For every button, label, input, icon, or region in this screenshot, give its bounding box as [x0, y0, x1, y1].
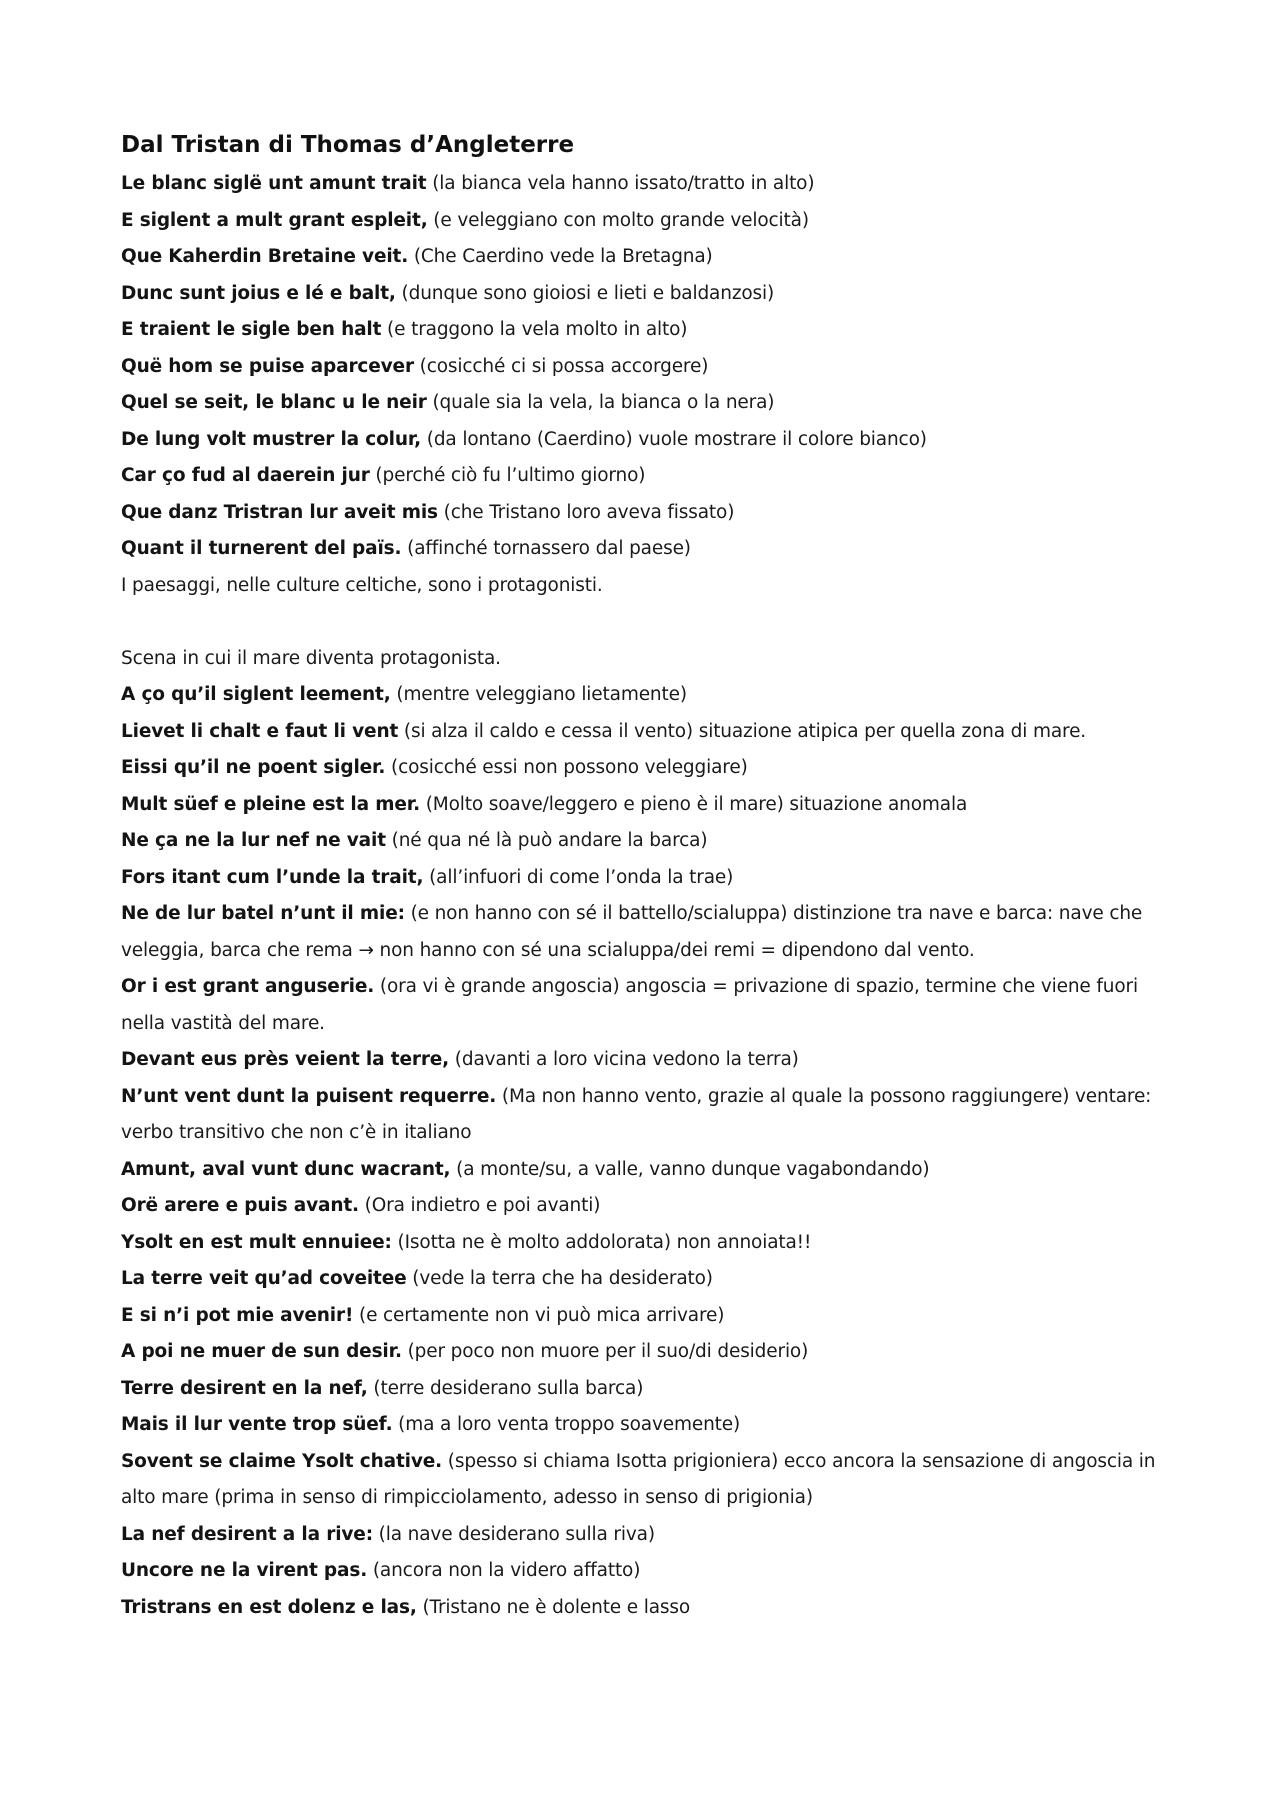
italian-gloss: (e traggono la vela molto in alto) [381, 319, 688, 340]
verse-line [121, 750, 1200, 787]
italian-gloss: (e non hanno con sé il battello/scialuppa) distinzione tra nave e barca: nave che veleggia, barca che rema → non hanno con sé una scialuppa/dei remi = dipendono dal vento. [121, 903, 1143, 961]
blank-line [121, 604, 1200, 641]
italian-gloss: (la nave desiderano sulla riva) [372, 1523, 655, 1545]
verse-line [121, 1371, 1200, 1408]
italian-gloss: I paesaggi, nelle culture celtiche, sono i protagonisti. [121, 574, 603, 596]
italian-gloss: (all’infuori di come l’onda la trae) [423, 866, 734, 888]
italian-gloss: (cosicché ci si possa accorgere) [413, 355, 709, 377]
section-1 [121, 166, 1200, 604]
italian-gloss: (ma a loro venta troppo soavemente) [392, 1414, 741, 1435]
old-french-text: Quel se seit, le blanc u le neir [121, 392, 427, 413]
verse-line [121, 1444, 1171, 1517]
old-french-text: Quant il turnerent del païs. [121, 538, 402, 559]
verse-line [121, 1225, 1200, 1262]
verse-line [121, 714, 1200, 751]
section-2 [121, 677, 1200, 1626]
old-french-text: Tristrans en est dolenz e las, [121, 1596, 417, 1618]
old-french-text: Amunt, aval vunt dunc wacrant, [121, 1158, 451, 1180]
verse-line [121, 568, 1200, 605]
verse-line [121, 1152, 1200, 1189]
italian-gloss: (ancora non la videro affatto) [367, 1560, 641, 1581]
verse-line [121, 422, 1200, 459]
italian-gloss: (e certamente non vi può mica arrivare) [353, 1304, 725, 1326]
old-french-text: A poi ne muer de sun desir. [121, 1341, 402, 1362]
old-french-text: Le blanc siglë unt amunt trait [121, 173, 427, 194]
old-french-text: Car ço fud al daerein jur [121, 465, 370, 486]
old-french-text: Ne de lur batel n’unt il mie: [121, 903, 405, 924]
verse-line [121, 860, 1200, 897]
old-french-text: Lievet li chalt e faut li vent [121, 720, 399, 742]
italian-gloss: (che Tristano loro aveva fissato) [437, 501, 735, 523]
verse-line [121, 495, 1200, 532]
verse-line [121, 896, 1171, 969]
verse-line [121, 239, 1200, 276]
italian-gloss: (si alza il caldo e cessa il vento) situazione atipica per quella zona di mare. [398, 720, 1087, 742]
old-french-text: Uncore ne la virent pas. [121, 1560, 368, 1581]
old-french-text: Ne ça ne la lur nef ne vait [121, 830, 386, 851]
italian-gloss: (davanti a loro vicina vedono la terra) [449, 1049, 799, 1070]
verse-line [121, 969, 1171, 1042]
verse-line [121, 677, 1200, 714]
italian-gloss: (e veleggiano con molto grande velocità) [427, 209, 809, 231]
italian-gloss: (Che Caerdino vede la Bretagna) [408, 246, 713, 267]
old-french-text: Devant eus près veient la terre, [121, 1049, 450, 1070]
old-french-text: N’unt vent dunt la puisent requerre. [121, 1085, 497, 1107]
verse-line [121, 1042, 1200, 1079]
verse-line [121, 349, 1200, 386]
italian-gloss: (Molto soave/leggero e pieno è il mare) situazione anomala [420, 793, 968, 815]
verse-line [121, 1298, 1200, 1335]
italian-gloss: (Isotta ne è molto addolorata) non annoiata!! [391, 1231, 812, 1253]
old-french-text: A ço qu’il siglent leement, [121, 684, 391, 705]
italian-gloss: (spesso si chiama Isotta prigioniera) ecco ancora la sensazione di angoscia in alto mare (prima in senso di rimpicciolamento, adesso in senso di prigionia) [121, 1450, 1156, 1508]
old-french-text: Dunc sunt joius e lé e balt, [121, 282, 396, 304]
italian-gloss: (a monte/su, a valle, vanno dunque vagabondando) [450, 1158, 930, 1180]
old-french-text: Mult süef e pleine est la mer. [121, 793, 420, 815]
italian-gloss: (la bianca vela hanno issato/tratto in alto) [426, 173, 815, 194]
section-2-intro: Scena in cui il mare diventa protagonista. [121, 647, 501, 669]
old-french-text: Or i est grant anguserie. [121, 976, 375, 997]
old-french-text: E siglent a mult grant espleit, [121, 209, 428, 231]
old-french-text: La terre veit qu’ad coveitee [121, 1268, 407, 1289]
verse-line [121, 276, 1200, 313]
old-french-text: Que danz Tristran lur aveit mis [121, 501, 438, 523]
italian-gloss: (vede la terra che ha desiderato) [406, 1268, 713, 1289]
verse-line [121, 203, 1200, 240]
old-french-text: Eissi qu’il ne poent sigler. [121, 757, 386, 778]
italian-gloss: (quale sia la vela, la bianca o la nera) [426, 392, 775, 413]
verse-line [121, 1590, 1200, 1627]
old-french-text: Mais il lur vente trop süef. [121, 1414, 393, 1435]
document-title: Dal Tristan di Thomas d’Angleterre [121, 132, 575, 158]
verse-line [121, 385, 1200, 422]
verse-line [121, 166, 1200, 203]
italian-gloss: (cosicché essi non possono veleggiare) [385, 757, 748, 778]
verse-line [121, 531, 1200, 568]
old-french-text: Ysolt en est mult ennuiee: [121, 1231, 392, 1253]
verse-line [121, 1079, 1171, 1152]
old-french-text: Que Kaherdin Bretaine veit. [121, 246, 409, 267]
old-french-text: La nef desirent a la rive: [121, 1523, 373, 1545]
italian-gloss: (terre desiderano sulla barca) [367, 1377, 644, 1399]
italian-gloss: (mentre veleggiano lietamente) [390, 684, 687, 705]
verse-line [121, 458, 1200, 495]
italian-gloss: (perché ciò fu l’ultimo giorno) [369, 465, 646, 486]
italian-gloss: (dunque sono gioiosi e lieti e baldanzosi) [395, 282, 775, 304]
old-french-text: Quë hom se puise aparcever [121, 355, 414, 377]
verse-line [121, 1407, 1200, 1444]
verse-line [121, 823, 1200, 860]
italian-gloss: (né qua né là può andare la barca) [385, 830, 708, 851]
old-french-text: Fors itant cum l’unde la trait, [121, 866, 424, 888]
old-french-text: Sovent se claime Ysolt chative. [121, 1450, 443, 1472]
italian-gloss: (per poco non muore per il suo/di desiderio) [401, 1341, 809, 1362]
verse-line [121, 1261, 1200, 1298]
italian-gloss: (Ora indietro e poi avanti) [358, 1195, 601, 1216]
old-french-text: Orë arere e puis avant. [121, 1195, 359, 1216]
italian-gloss: (da lontano (Caerdino) vuole mostrare il colore bianco) [421, 428, 927, 450]
italian-gloss: (affinché tornassero dal paese) [401, 538, 691, 559]
verse-line [121, 1188, 1200, 1225]
old-french-text: Terre desirent en la nef, [121, 1377, 368, 1399]
italian-gloss: (Tristano ne è dolente e lasso [416, 1596, 691, 1618]
verse-line [121, 312, 1200, 349]
italian-gloss: (ora vi è grande angoscia) angoscia = privazione di spazio, termine che viene fuori nella vastità del mare. [121, 976, 1138, 1034]
old-french-text: E si n’i pot mie avenir! [121, 1304, 354, 1326]
verse-line [121, 1553, 1200, 1590]
verse-line [121, 787, 1200, 824]
old-french-text: De lung volt mustrer la colur, [121, 428, 422, 450]
italian-gloss: (Ma non hanno vento, grazie al quale la possono raggiungere) ventare: verbo transitivo che non c’è in italiano [121, 1085, 1152, 1143]
verse-line [121, 1334, 1200, 1371]
old-french-text: E traient le sigle ben halt [121, 319, 382, 340]
verse-line [121, 1517, 1200, 1554]
